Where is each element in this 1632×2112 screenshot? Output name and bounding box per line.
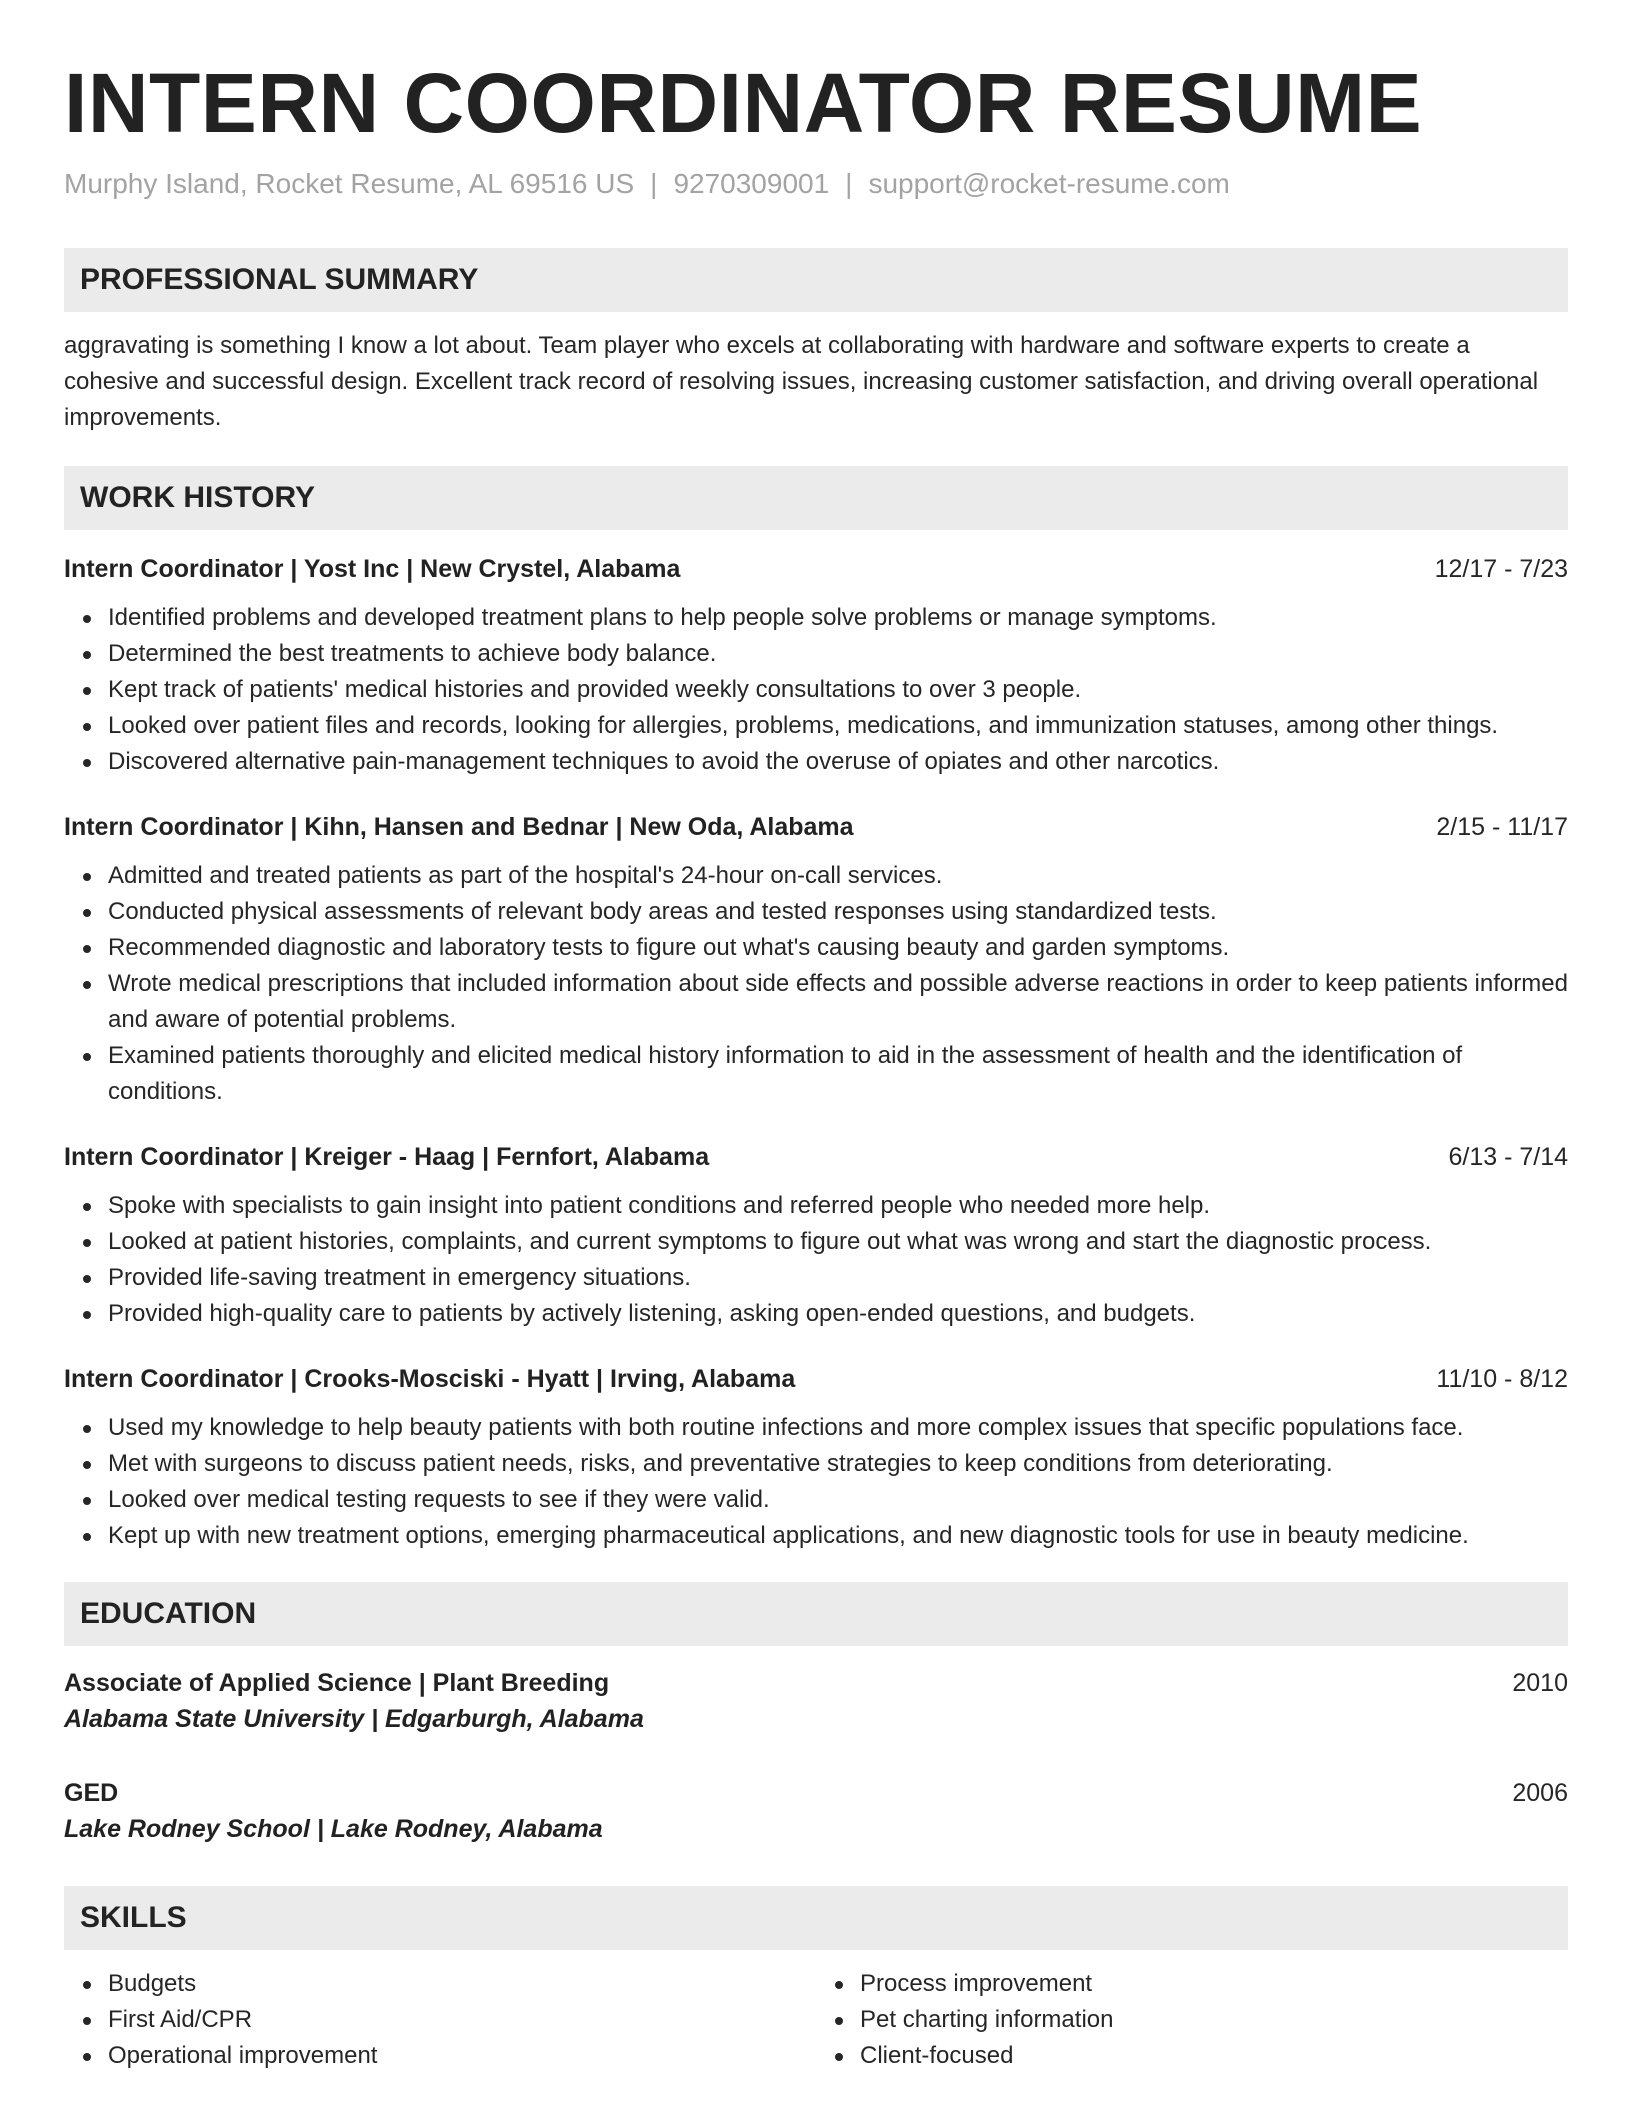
contact-separator: | — [650, 168, 658, 199]
contact-email: support@rocket-resume.com — [868, 168, 1230, 199]
contact-phone: 9270309001 — [673, 168, 830, 199]
education-degree: GED — [64, 1779, 119, 1807]
job-entry — [64, 552, 1568, 780]
education-school: Lake Rodney School | Lake Rodney, Alabama — [64, 1815, 603, 1843]
education-year: 2010 — [1512, 1669, 1568, 1697]
job-title: Intern Coordinator | Crooks-Mosciski - Hyatt | Irving, Alabama — [64, 1365, 796, 1393]
education-header — [64, 1776, 1568, 1810]
job-dates: 12/17 - 7/23 — [1434, 555, 1568, 583]
job-dates: 11/10 - 8/12 — [1436, 1365, 1568, 1393]
education-entry — [64, 1666, 1568, 1738]
skill-item: First Aid/CPR — [108, 2002, 816, 2038]
skill-item: Process improvement — [860, 1966, 1568, 2002]
contact-separator: | — [845, 168, 853, 199]
section-heading-summary: PROFESSIONAL SUMMARY — [64, 248, 1568, 312]
education-degree: Associate of Applied Science | Plant Breeding — [64, 1669, 610, 1697]
contact-line — [64, 166, 1568, 202]
skills-column-right — [816, 1966, 1568, 2074]
job-duty: Identified problems and developed treatment plans to help people solve problems or manage symptoms. — [108, 600, 1568, 636]
contact-address: Murphy Island, Rocket Resume, AL 69516 US — [64, 168, 635, 199]
skills-list — [64, 1966, 1568, 2074]
job-duty: Met with surgeons to discuss patient needs, risks, and preventative strategies to keep conditions from deteriorating. — [108, 1446, 1568, 1482]
job-title: Intern Coordinator | Kihn, Hansen and Bednar | New Oda, Alabama — [64, 813, 854, 841]
job-duty: Wrote medical prescriptions that included information about side effects and possible adverse reactions in order to keep patients informed and aware of potential problems. — [108, 966, 1568, 1038]
job-duties — [64, 858, 1568, 1110]
skills-column-left — [64, 1966, 816, 2074]
job-entry — [64, 1140, 1568, 1332]
skill-item: Pet charting information — [860, 2002, 1568, 2038]
skill-item: Budgets — [108, 1966, 816, 2002]
skill-item: Operational improvement — [108, 2038, 816, 2074]
section-heading-skills: SKILLS — [64, 1886, 1568, 1950]
job-duty: Looked at patient histories, complaints, and current symptoms to figure out what was wrong and start the diagnostic process. — [108, 1224, 1568, 1260]
job-duties — [64, 1410, 1568, 1554]
job-duty: Provided life-saving treatment in emergency situations. — [108, 1260, 1568, 1296]
job-duties — [64, 1188, 1568, 1332]
job-header — [64, 1362, 1568, 1396]
job-duty: Conducted physical assessments of relevant body areas and tested responses using standardized tests. — [108, 894, 1568, 930]
job-duty: Admitted and treated patients as part of the hospital's 24-hour on-call services. — [108, 858, 1568, 894]
job-duty: Provided high-quality care to patients by actively listening, asking open-ended questions, and budgets. — [108, 1296, 1568, 1332]
job-duty: Recommended diagnostic and laboratory tests to figure out what's causing beauty and garden symptoms. — [108, 930, 1568, 966]
job-title: Intern Coordinator | Kreiger - Haag | Fernfort, Alabama — [64, 1143, 710, 1171]
job-duty: Kept track of patients' medical histories and provided weekly consultations to over 3 people. — [108, 672, 1568, 708]
job-title: Intern Coordinator | Yost Inc | New Crystel, Alabama — [64, 555, 681, 583]
job-duty: Examined patients thoroughly and elicited medical history information to aid in the assessment of health and the identification of conditions. — [108, 1038, 1568, 1110]
job-entry — [64, 810, 1568, 1110]
job-duty: Looked over patient files and records, looking for allergies, problems, medications, and immunization statuses, among other things. — [108, 708, 1568, 744]
job-duties — [64, 600, 1568, 780]
job-header — [64, 552, 1568, 586]
job-header — [64, 1140, 1568, 1174]
education-entry — [64, 1776, 1568, 1848]
education-school: Alabama State University | Edgarburgh, Alabama — [64, 1705, 644, 1733]
job-duty: Kept up with new treatment options, emerging pharmaceutical applications, and new diagnostic tools for use in beauty medicine. — [108, 1518, 1568, 1554]
education-year: 2006 — [1512, 1779, 1568, 1807]
section-heading-education: EDUCATION — [64, 1582, 1568, 1646]
job-dates: 2/15 - 11/17 — [1436, 813, 1568, 841]
job-duty: Spoke with specialists to gain insight into patient conditions and referred people who needed more help. — [108, 1188, 1568, 1224]
job-dates: 6/13 - 7/14 — [1448, 1143, 1568, 1171]
job-duty: Determined the best treatments to achieve body balance. — [108, 636, 1568, 672]
job-duty: Discovered alternative pain-management techniques to avoid the overuse of opiates and other narcotics. — [108, 744, 1568, 780]
summary-text: aggravating is something I know a lot about. Team player who excels at collaborating with hardware and software experts to create a cohesive and successful design. Excellent track record of resolving issues, increasing customer satisfaction, and driving overall operational improvements. — [64, 332, 1539, 431]
job-duty: Used my knowledge to help beauty patients with both routine infections and more complex issues that specific populations face. — [108, 1410, 1568, 1446]
job-entry — [64, 1362, 1568, 1554]
education-header — [64, 1666, 1568, 1700]
section-heading-work-history: WORK HISTORY — [64, 466, 1568, 530]
skill-item: Client-focused — [860, 2038, 1568, 2074]
resume-title: INTERN COORDINATOR RESUME — [64, 56, 1423, 150]
job-duty: Looked over medical testing requests to see if they were valid. — [108, 1482, 1568, 1518]
job-header — [64, 810, 1568, 844]
